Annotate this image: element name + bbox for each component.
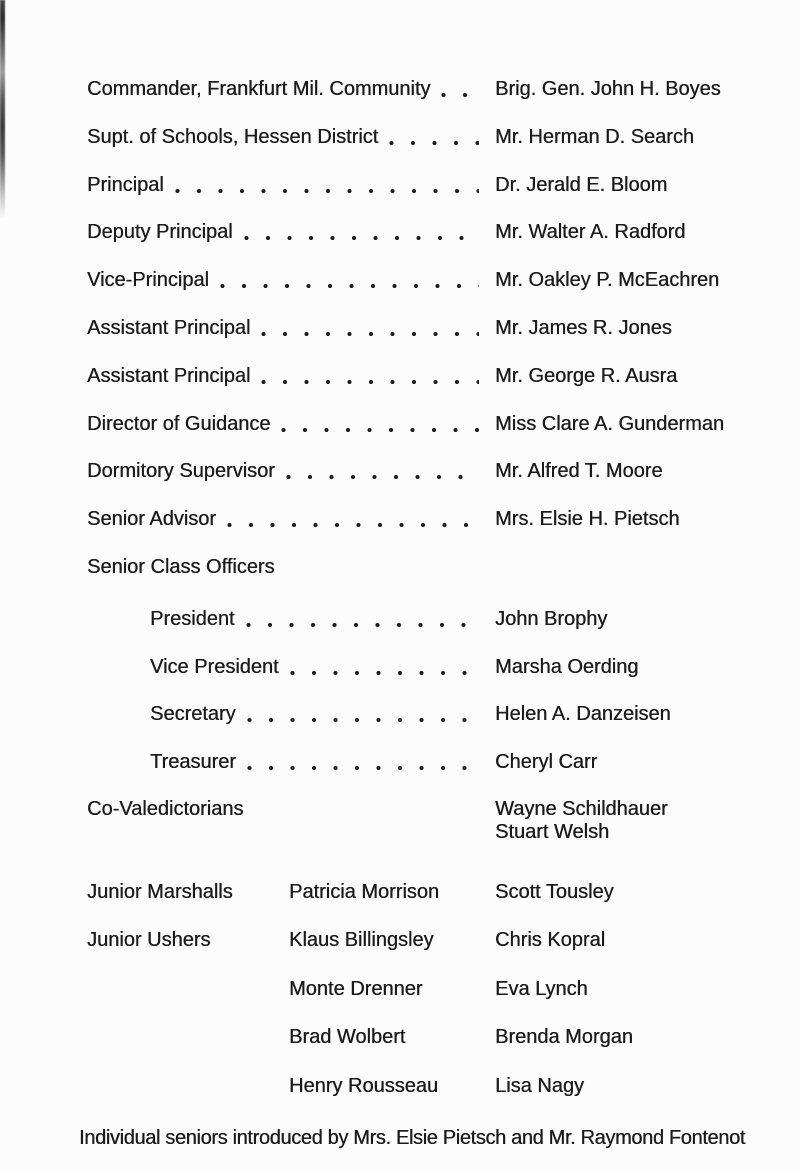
dot-leader — [175, 188, 479, 194]
person-name: Mr. James R. Jones — [495, 316, 672, 339]
person-name: Monte Drenner — [289, 977, 423, 1000]
person-name: John Brophy — [495, 607, 608, 630]
person-name: Helen A. Danzeisen — [495, 703, 671, 726]
person-name: Eva Lynch — [495, 977, 588, 1000]
person-name: Stuart Welsh — [495, 820, 610, 843]
role-label: Co-Valedictorians — [87, 797, 244, 820]
officers-block — [87, 607, 775, 798]
dot-leader — [281, 427, 479, 433]
person-name: Scott Tousley — [495, 880, 614, 903]
person-name: Brad Wolbert — [289, 1026, 406, 1049]
dot-leader — [441, 92, 479, 98]
person-name: Mrs. Elsie H. Pietsch — [495, 508, 680, 531]
role-label: Assistant Principal — [87, 316, 251, 339]
section-heading: Senior Class Officers — [87, 555, 275, 578]
dot-leader — [246, 622, 480, 628]
person-name-group — [495, 798, 775, 844]
roster-row — [87, 750, 775, 798]
role-label: Dormitory Supervisor — [87, 460, 275, 483]
role-label: Junior Ushers — [87, 929, 211, 952]
juniors-row — [87, 928, 775, 976]
role-label: Commander, Frankfurt Mil. Community — [87, 78, 431, 100]
person-name: Brig. Gen. John H. Boyes — [495, 78, 721, 100]
dot-leader — [261, 379, 479, 385]
role-label: Assistant Principal — [87, 364, 251, 387]
person-name: Marsha Oerding — [495, 655, 639, 678]
person-name: Mr. George R. Ausra — [495, 364, 678, 387]
person-name: Mr. Alfred T. Moore — [495, 460, 663, 483]
dot-leader — [286, 474, 479, 480]
role-label: Senior Advisor — [87, 508, 216, 531]
roster-row — [87, 702, 775, 750]
person-name: Lisa Nagy — [495, 1074, 584, 1097]
role-label: Deputy Principal — [87, 221, 233, 244]
roster-row — [87, 607, 775, 655]
roster-row — [87, 125, 775, 173]
roster-row — [87, 316, 775, 364]
role-label: Treasurer — [150, 751, 236, 774]
roster-row — [87, 173, 775, 221]
dot-leader — [389, 140, 479, 146]
roster-row — [87, 77, 775, 125]
person-name: Mr. Herman D. Search — [495, 125, 694, 148]
dot-leader — [290, 670, 479, 676]
role-label: Junior Marshalls — [87, 880, 233, 903]
dot-leader — [247, 765, 479, 771]
roster-row — [87, 655, 775, 703]
roster-row — [87, 268, 775, 316]
role-label: Secretary — [150, 703, 236, 726]
role-label: Supt. of Schools, Hessen District — [87, 125, 379, 148]
role-label: Vice President — [150, 655, 279, 678]
dot-leader — [227, 522, 479, 528]
person-name: Henry Rousseau — [289, 1074, 438, 1097]
person-name: Mr. Walter A. Radford — [495, 221, 686, 244]
person-name: Cheryl Carr — [495, 751, 598, 774]
dot-leader — [261, 331, 479, 337]
dot-leader — [220, 283, 479, 289]
dot-leader — [247, 717, 479, 723]
juniors-row — [87, 1025, 775, 1073]
footer-note: Individual seniors introduced by Mrs. Elsie Pietsch and Mr. Raymond Fontenot — [79, 1126, 745, 1149]
person-name: Wayne Schildhauer — [495, 797, 668, 820]
page-content — [79, 77, 775, 1150]
roster-row — [87, 412, 775, 460]
person-name: Patricia Morrison — [289, 880, 440, 903]
dot-leader — [244, 235, 479, 241]
juniors-row — [87, 977, 775, 1025]
roster-row — [87, 459, 775, 507]
person-name: Miss Clare A. Gunderman — [495, 412, 724, 435]
person-name: Brenda Morgan — [495, 1026, 633, 1049]
juniors-row — [87, 1074, 775, 1122]
roster-row — [87, 364, 775, 412]
person-name: Klaus Billingsley — [289, 929, 434, 952]
role-label: Principal — [87, 173, 164, 196]
person-name: Chris Kopral — [495, 929, 606, 952]
scan-edge-artifact — [0, 0, 5, 218]
roster-row — [87, 220, 775, 268]
person-name: Mr. Oakley P. McEachren — [495, 269, 720, 292]
roster-row — [87, 507, 775, 555]
role-label: Director of Guidance — [87, 412, 271, 435]
juniors-row — [87, 880, 775, 928]
role-label: President — [150, 607, 235, 630]
person-name: Dr. Jerald E. Bloom — [495, 173, 668, 196]
co-valedictorians-row — [87, 798, 775, 844]
role-label: Vice-Principal — [87, 269, 209, 292]
